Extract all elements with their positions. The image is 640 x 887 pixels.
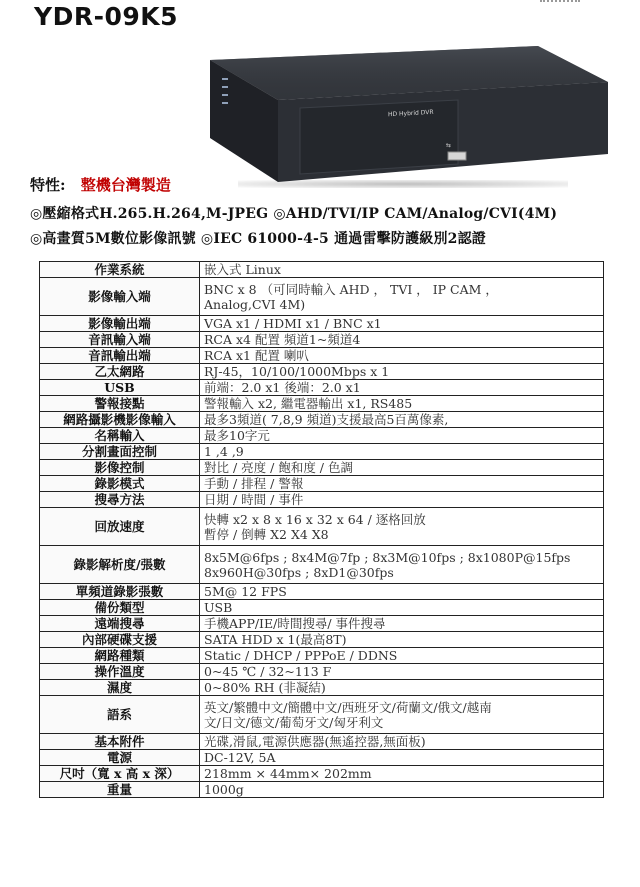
feature-line-1: ◎壓縮格式H.265.H.264,M-JPEG ◎AHD/TVI/IP CAM/Analog/CVI(4M) (30, 206, 558, 222)
spec-key: 搜尋方法 (40, 492, 200, 508)
spec-key: 音訊輸入端 (40, 332, 200, 348)
spec-value (200, 380, 604, 396)
spec-row (40, 348, 604, 364)
spec-key: 作業系統 (40, 262, 200, 278)
spec-key: USB (40, 380, 200, 396)
spec-row (40, 364, 604, 380)
spec-value (200, 734, 604, 750)
spec-value-line: 日期 / 時間 / 事件 (204, 492, 304, 507)
spec-value-line: 1000g (204, 782, 244, 797)
spec-key: 名稱輸入 (40, 428, 200, 444)
spec-row (40, 680, 604, 696)
spec-row (40, 766, 604, 782)
spec-value-line: VGA x1 / HDMI x1 / BNC x1 (204, 316, 382, 331)
spec-value-line: 0~45 ℃ / 32~113 F (204, 664, 332, 679)
spec-row (40, 412, 604, 428)
spec-value-line: 前端：2.0 x1 後端：2.0 x1 (204, 380, 361, 395)
spec-row (40, 428, 604, 444)
spec-value-line: 0~80% RH (非凝結) (204, 680, 326, 695)
spec-row (40, 584, 604, 600)
spec-value (200, 632, 604, 648)
spec-value-line: 8x5M@6fps ; 8x4M@7fp ; 8x3M@10fps ; 8x1080P@15fps (204, 549, 571, 565)
spec-key: 影像輸入端 (40, 278, 200, 316)
spec-value (200, 316, 604, 332)
spec-value-line: 光碟,滑鼠,電源供應器(無遙控器,無面板) (204, 734, 426, 749)
spec-key: 電源 (40, 750, 200, 766)
spec-row (40, 782, 604, 798)
spec-value-line: BNC x 8 （可同時輸入 AHD ， TVI ， IP CAM ， (204, 281, 498, 297)
spec-value-line: 嵌入式 Linux (204, 262, 281, 277)
spec-value (200, 600, 604, 616)
spec-value-line: Analog,CVI 4M) (204, 296, 306, 312)
spec-row (40, 750, 604, 766)
spec-key: 尺吋（寬 x 高 x 深） (40, 766, 200, 782)
spec-value (200, 750, 604, 766)
corner-decoration (540, 0, 580, 7)
feature-line-2: ◎高畫質5M數位影像訊號 ◎IEC 61000-4-5 通過雷擊防護級別2認證 (30, 231, 487, 247)
spec-row (40, 696, 604, 734)
spec-row (40, 476, 604, 492)
spec-key: 單頻道錄影張數 (40, 584, 200, 600)
spec-row (40, 734, 604, 750)
spec-row (40, 632, 604, 648)
spec-row (40, 396, 604, 412)
spec-table (39, 261, 604, 798)
spec-row (40, 600, 604, 616)
spec-value-line: 最多10字元 (204, 428, 270, 443)
svg-text:⇆: ⇆ (446, 142, 452, 149)
spec-row (40, 316, 604, 332)
spec-value (200, 262, 604, 278)
spec-value-line: 警報輸入 x2, 繼電器輸出 x1, RS485 (204, 396, 413, 411)
spec-value-line: 快轉 x2 x 8 x 16 x 32 x 64 / 逐格回放 (204, 511, 426, 527)
spec-value (200, 428, 604, 444)
spec-value (200, 476, 604, 492)
spec-value-line: DC-12V, 5A (204, 750, 276, 765)
spec-value (200, 278, 604, 316)
features-heading (30, 174, 171, 195)
spec-row (40, 616, 604, 632)
spec-key: 音訊輸出端 (40, 348, 200, 364)
spec-key: 備份類型 (40, 600, 200, 616)
spec-value (200, 396, 604, 412)
spec-value-line: 218mm × 44mm× 202mm (204, 766, 372, 781)
spec-value-line: USB (204, 600, 233, 615)
device-front-label: HD Hybrid DVR (388, 108, 434, 119)
spec-value (200, 584, 604, 600)
spec-row (40, 332, 604, 348)
dvr-product-image (208, 42, 608, 192)
spec-value-line: 1 ,4 ,9 (204, 444, 244, 459)
spec-key: 語系 (40, 696, 200, 734)
spec-row (40, 278, 604, 316)
spec-key: 內部硬碟支援 (40, 632, 200, 648)
spec-value (200, 546, 604, 584)
spec-value (200, 508, 604, 546)
spec-row (40, 380, 604, 396)
spec-value (200, 680, 604, 696)
spec-row (40, 508, 604, 546)
spec-value-line: RCA x1 配置 喇叭 (204, 348, 309, 363)
spec-value-line: 文/日文/德文/葡萄牙文/匈牙利文 (204, 714, 384, 730)
spec-row (40, 460, 604, 476)
spec-key: 基本附件 (40, 734, 200, 750)
spec-key: 網路種類 (40, 648, 200, 664)
spec-key: 乙太網路 (40, 364, 200, 380)
spec-key: 分割畫面控制 (40, 444, 200, 460)
spec-key: 重量 (40, 782, 200, 798)
spec-key: 錄影解析度/張數 (40, 546, 200, 584)
spec-value (200, 332, 604, 348)
spec-value-line: 英文/繁體中文/簡體中文/西班牙文/荷蘭文/俄文/越南 (204, 699, 492, 715)
made-in-taiwan: 整機台灣製造 (80, 176, 171, 194)
spec-value (200, 492, 604, 508)
spec-value (200, 616, 604, 632)
spec-row (40, 492, 604, 508)
spec-value-line: Static / DHCP / PPPoE / DDNS (204, 648, 398, 663)
spec-value (200, 648, 604, 664)
spec-value-line: 最多3頻道( 7,8,9 頻道)支援最高5百萬像素, (204, 412, 449, 427)
spec-value (200, 766, 604, 782)
spec-key: 操作溫度 (40, 664, 200, 680)
spec-value-line: RCA x4 配置 頻道1~頻道4 (204, 332, 361, 347)
spec-key: 錄影模式 (40, 476, 200, 492)
spec-value (200, 460, 604, 476)
spec-value (200, 782, 604, 798)
spec-value-line: 5M@ 12 FPS (204, 584, 287, 599)
spec-row (40, 546, 604, 584)
spec-value (200, 364, 604, 380)
spec-key: 警報接點 (40, 396, 200, 412)
spec-value (200, 696, 604, 734)
spec-value (200, 412, 604, 428)
model-title: YDR-09K5 (34, 2, 179, 31)
spec-value (200, 444, 604, 460)
spec-row (40, 664, 604, 680)
spec-key: 影像控制 (40, 460, 200, 476)
spec-value-line: RJ-45，10/100/1000Mbps x 1 (204, 364, 390, 379)
spec-value (200, 664, 604, 680)
spec-value-line: 對比 / 亮度 / 飽和度 / 色調 (204, 460, 353, 475)
spec-value-line: SATA HDD x 1(最高8T) (204, 632, 347, 647)
spec-value (200, 348, 604, 364)
spec-row (40, 648, 604, 664)
spec-key: 網路攝影機影像輸入 (40, 412, 200, 428)
spec-value-line: 手機APP/IE/時間搜尋/ 事件搜尋 (204, 616, 386, 631)
spec-key: 遠端搜尋 (40, 616, 200, 632)
spec-key: 回放速度 (40, 508, 200, 546)
spec-value-line: 手動 / 排程 / 警報 (204, 476, 304, 491)
spec-value-line: 暫停 / 倒轉 X2 X4 X8 (204, 526, 329, 542)
spec-row (40, 262, 604, 278)
spec-value-line: 8x960H@30fps ; 8xD1@30fps (204, 564, 394, 580)
spec-key: 濕度 (40, 680, 200, 696)
spec-key: 影像輸出端 (40, 316, 200, 332)
spec-row (40, 444, 604, 460)
features-label: 特性: (30, 176, 66, 194)
